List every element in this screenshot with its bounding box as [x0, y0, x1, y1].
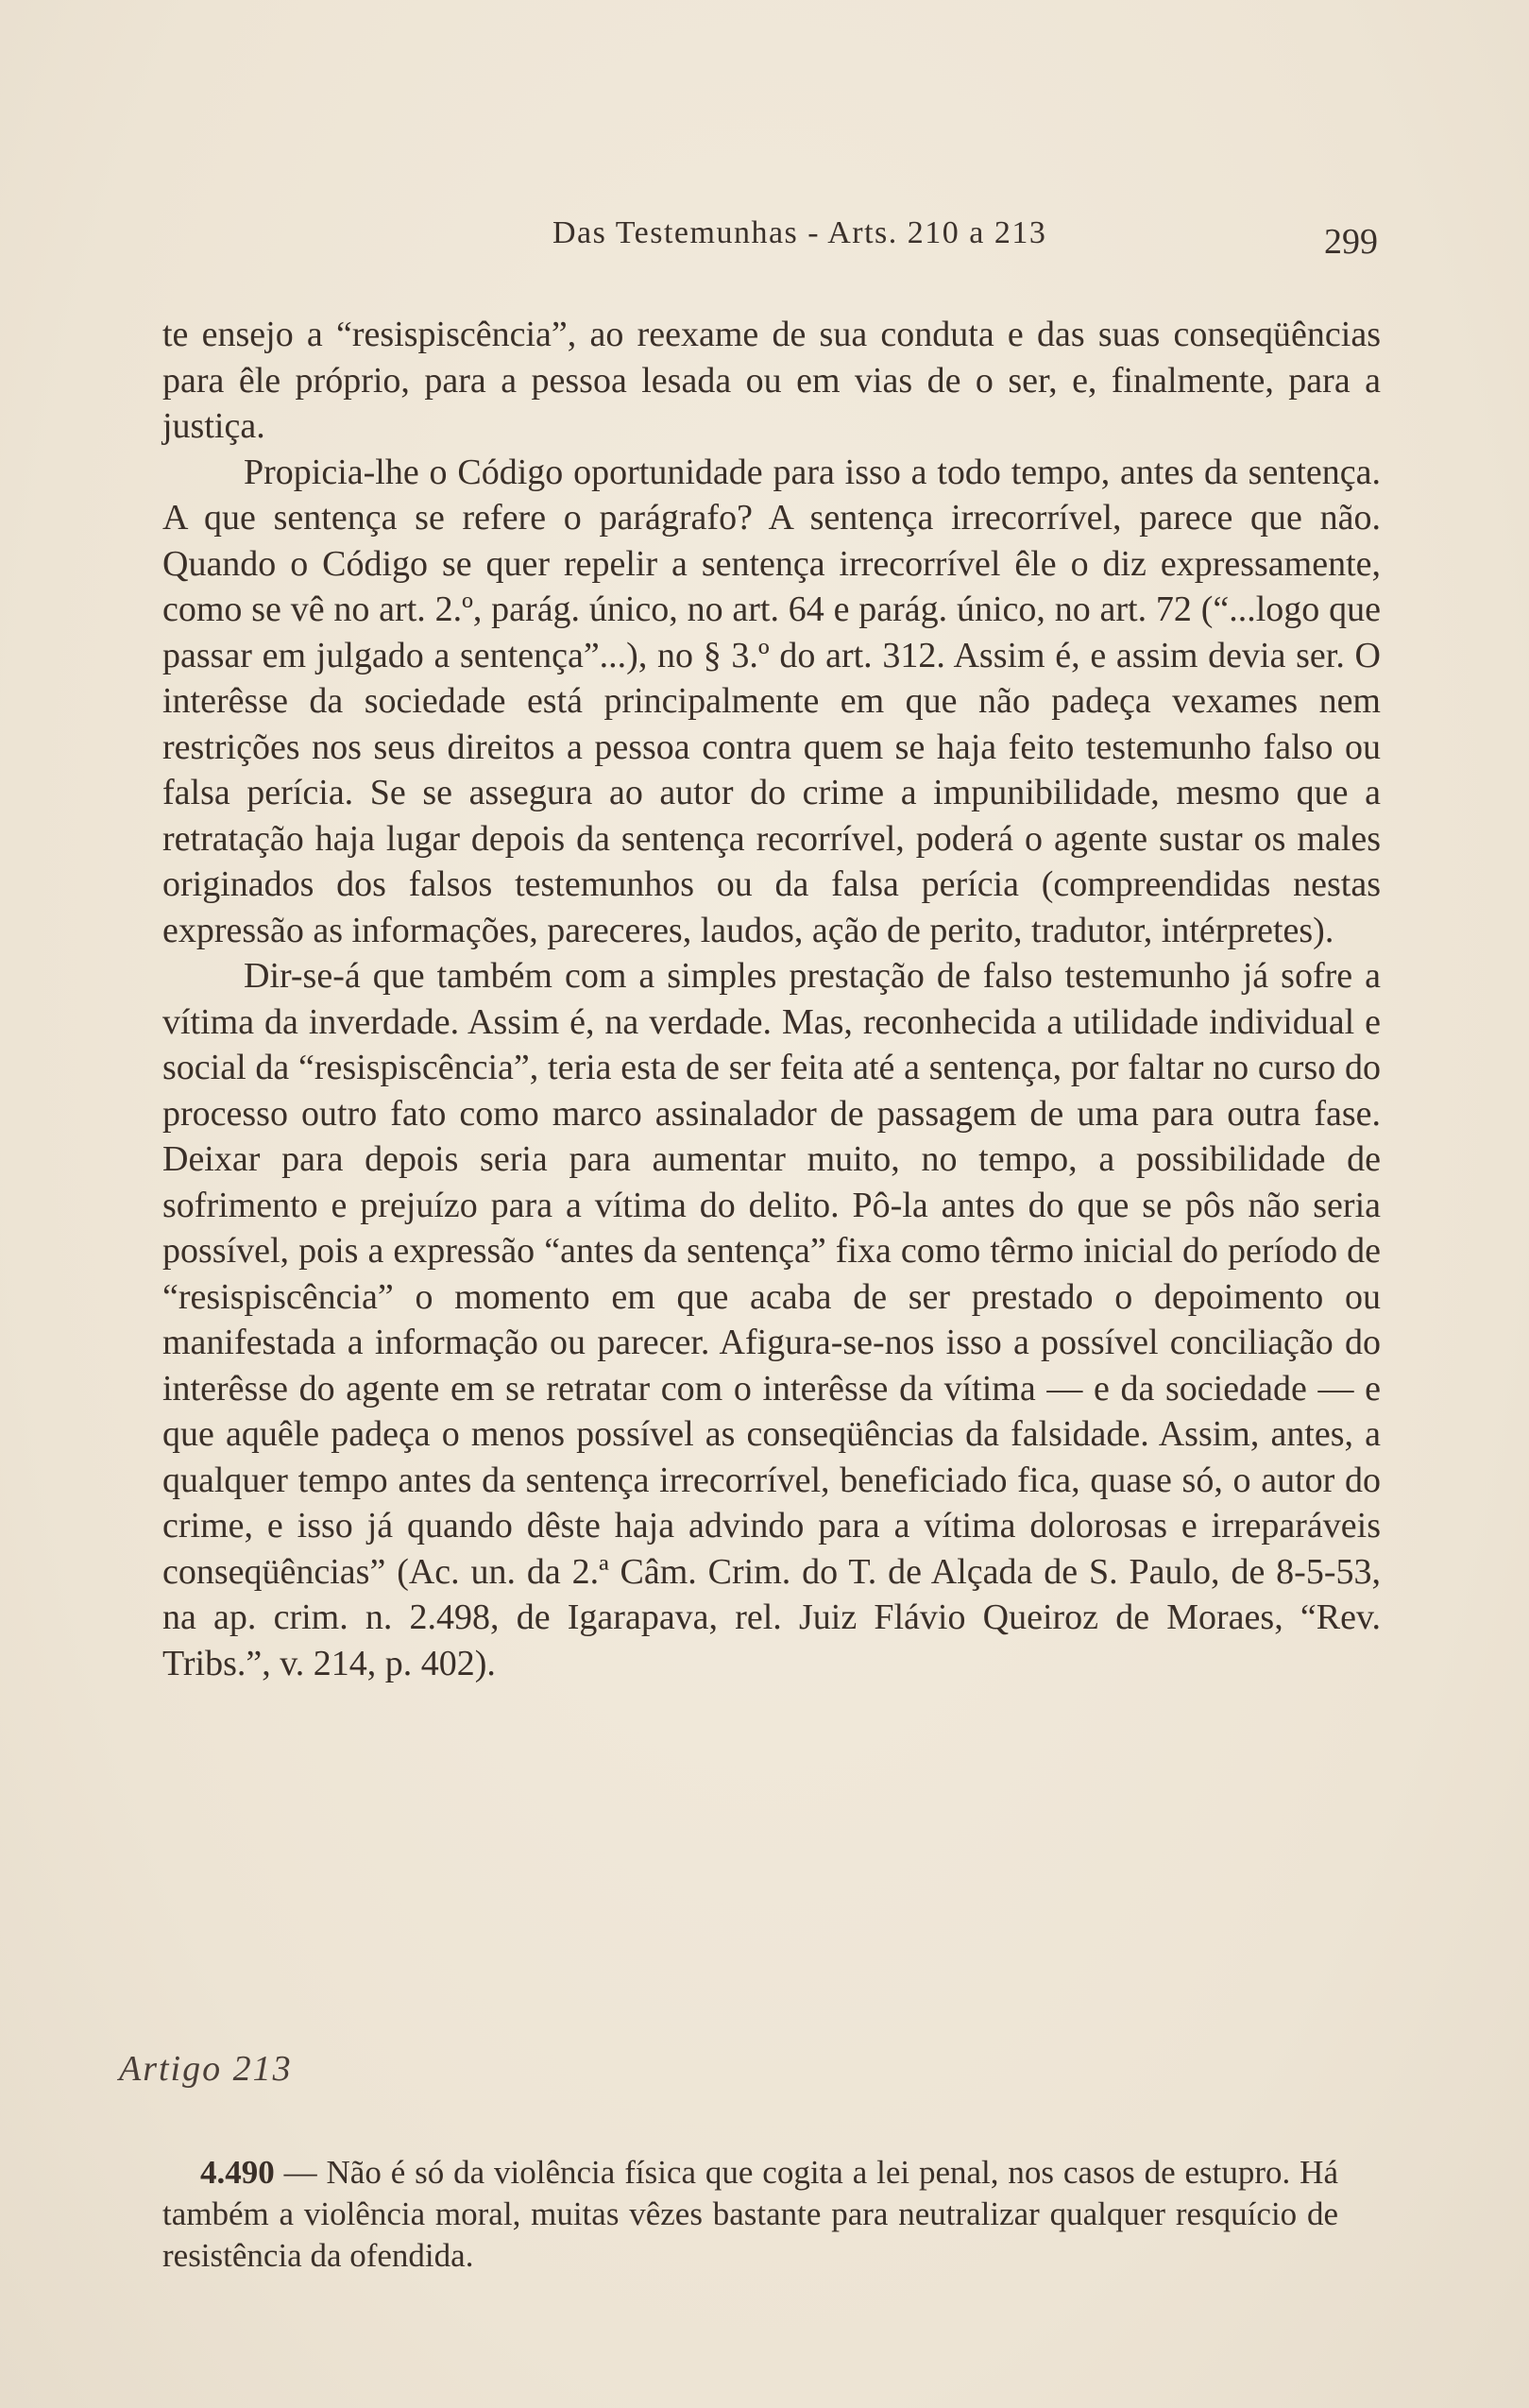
running-head: Das Testemunhas - Arts. 210 a 213 — [552, 215, 1047, 250]
paragraph-sentence-discussion: Propicia-lhe o Código oportunidade para isso a todo tempo, antes da sentença. A que sentença se refere o parágrafo? A sentença irrecorrível, parece que não. Quando o Código se quer repelir a sentença irrecorrível êle o diz expressamente, como se vê no art. 2.º, parág. único, no art. 64 e parág. único, no art. 72 (“...logo que passar em julgado a sentença”...), no § 3.º do art. 312. Assim é, e assim devia ser. O interêsse da sociedade está principalmente em que não padeça vexames nem restrições nos seus direitos a pessoa contra quem se haja feito testemunho falso ou falsa perícia. Se se assegura ao autor do crime a impunibilidade, mesmo que a retratação haja lugar depois da sentença recorrível, poderá o agente sustar os males originados dos falsos testemunhos ou da falsa perícia (compreendidas nestas expressão as informações, pareceres, laudos, ação de perito, tradutor, intérpretes). — [162, 452, 1381, 950]
paragraph-continuation: te ensejo a “resispiscência”, ao reexame de sua conduta e das suas conseqüências para êle próprio, para a pessoa lesada ou em vias de o ser, e, finalmente, para a justiça. — [162, 315, 1381, 446]
section-body: — Não é só da violência física que cogita a lei penal, nos casos de estupro. Há também a violência moral, muitas vêzes bastante para neutralizar qualquer resquício de resistência da ofendida. — [162, 2154, 1338, 2274]
body-text — [162, 312, 1381, 1686]
paragraph-victim-discussion: Dir-se-á que também com a simples prestação de falso testemunho já sofre a vítima da inverdade. Assim é, na verdade. Mas, reconhecida a utilidade individual e social da “resispiscência”, teria esta de ser feita até a sentença, por faltar no curso do processo outro fato como marco assinalador de passagem de uma para outra fase. Deixar para depois seria para aumentar muito, no tempo, a possibilidade de sofrimento e prejuízo para a vítima do delito. Pô-la antes do que se pôs não seria possível, pois a expressão “antes da sentença” fixa como têrmo inicial do período de “resispiscência” o momento em que acaba de ser prestado o depoimento ou manifestada a informação ou parecer. Afigura-se-nos isso a possível conciliação do interêsse do agente em se retratar com o interêsse da vítima — e da sociedade — e que aquêle padeça o menos possível as conseqüências da falsidade. Assim, antes, a qualquer tempo antes da sentença irrecorrível, beneficiado fica, quase só, o autor do crime, e isso já quando dêste haja advindo para a vítima dolorosas e irreparáveis conseqüências” (Ac. un. da 2.ª Câm. Crim. do T. de Alçada de S. Paulo, de 8-5-53, na ap. crim. n. 2.498, de Igarapava, rel. Juiz Flávio Queiroz de Moraes, “Rev. Tribs.”, v. 214, p. 402). — [162, 956, 1381, 1683]
section-entry — [162, 2152, 1338, 2277]
section-number: 4.490 — [200, 2154, 275, 2191]
article-heading: Artigo 213 — [119, 2049, 293, 2089]
section-paragraph — [162, 2152, 1338, 2277]
page-number: 299 — [1324, 222, 1378, 262]
